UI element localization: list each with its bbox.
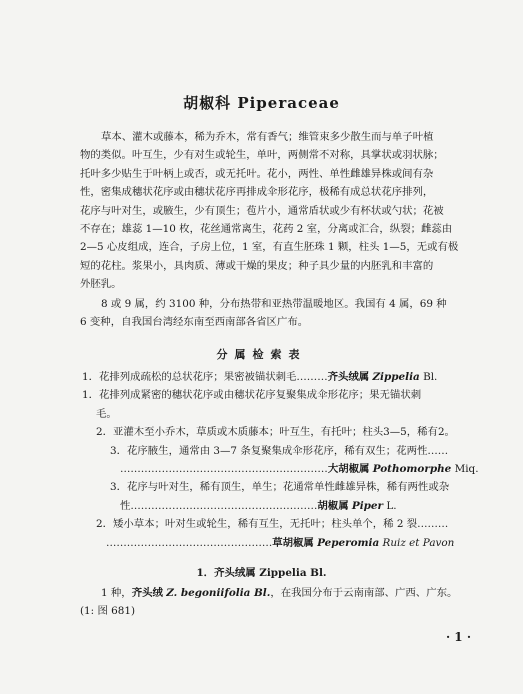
family-description (80, 128, 472, 294)
key-line-1a (82, 368, 474, 386)
species-text: ，在我国分布于云南南部、广西、广东。 (270, 587, 458, 599)
genus-latin: Piper (351, 499, 384, 512)
genus-latin: Peperomia (317, 536, 380, 549)
page-number: · 1 · (445, 630, 471, 644)
description-line: 花序与叶对生，或腋生，少有顶生；苞片小，通常盾状或少有杯状或勺状；花被 (80, 204, 444, 217)
species-entry (80, 584, 472, 621)
genus-authority: Bl. (423, 371, 438, 383)
genus-name: 胡椒属 (317, 499, 349, 512)
distribution-paragraph (80, 295, 472, 332)
genus-name: 草胡椒属 (272, 536, 314, 549)
genus-key (82, 368, 479, 552)
species-text: 1 种， (101, 587, 132, 599)
genus-authority: Ruiz et Pavon (382, 536, 455, 549)
key-title: 分属检索表 (216, 348, 307, 361)
description-line: 短的花柱。浆果小，具肉质、薄或干燥的果皮；种子具少量的内胚乳和丰富的 (80, 259, 434, 272)
family-title: 胡椒科 Piperaceae (183, 94, 340, 112)
genus-authority: L. (386, 499, 397, 512)
description-line: 性，密集成穗状花序或由穗状花序再排成伞形花序，极稀有成总状花序排列， (80, 186, 434, 199)
species-name: 齐头绒 (131, 587, 163, 599)
genus-latin: Zippelia (372, 371, 420, 383)
description-line: 2—5 心皮组成，连合，子房上位，1 室，有直生胚珠 1 颗，柱头 1—5，无或有极 (80, 241, 459, 254)
key-line-1b: 1．花排列成紧密的穗状花序或由穗状花序复聚集成伞形花序；果无锚状刺 (82, 389, 422, 402)
distribution-line: 8 或 9 属，约 3100 种，分布热带和亚热带温暖地区。我国有 4 属，69 种 (101, 298, 447, 310)
genus-latin: Pothomorphe (372, 463, 452, 476)
description-line: 不存在；雄蕊 1—10 枚，花丝通常离生，花药 2 室，分离或汇合，纵裂；雌蕊由 (80, 223, 453, 236)
distribution-line: 6 变种，自我国台湾经东南至西南部各省区广布。 (80, 316, 309, 329)
key-line-1b-cont: 毛。 (96, 407, 117, 420)
key-text: 性……………………………………………… (120, 499, 318, 512)
description-line: 物的类似。叶互生，少有对生或轮生，单叶，两侧常不对称，具掌状或羽状脉； (80, 149, 444, 162)
leader-dots: ………………………………………… (106, 536, 273, 549)
species-latin: Z. begoniifolia Bl. (166, 587, 271, 599)
key-line-3b: 3．花序与叶对生，稀有顶生，单生；花通常单性雌雄异株，稀有两性或杂 (110, 481, 450, 494)
species-line (80, 584, 472, 602)
key-line-3a-cont (82, 460, 479, 478)
key-text: 1．花排列成疏松的总状花序；果密被锚状刺毛……… (82, 371, 328, 383)
key-line-3b-cont (82, 497, 474, 515)
genus-heading: 1．齐头绒属 Zippelia Bl. (196, 567, 327, 579)
genus-authority: Miq. (454, 463, 479, 476)
leader-dots: …………………………………………………… (120, 463, 328, 476)
key-line-2a: 2．亚灌木至小乔木，草质或木质藤本；叶互生，有托叶；柱头3—5，稀有2。 (96, 426, 455, 439)
key-line-2b-cont (82, 534, 474, 552)
genus-name: 大胡椒属 (327, 463, 370, 476)
key-line-2b: 2．矮小草本；叶对生或轮生，稀有互生，无托叶；柱头单个，稀 2 裂……… (96, 518, 449, 531)
key-line-3a: 3．花序腋生，通常由 3—7 条复聚集成伞形花序，稀有双生；花两性…… (110, 444, 449, 457)
description-line: 外胚乳。 (80, 278, 122, 291)
description-line: 草本、灌木或藤本，稀为乔木，常有香气；维管束多少散生而与单子叶植 (101, 131, 434, 143)
plate-reference: (1: 图 681) (80, 605, 136, 618)
genus-name: 齐头绒属 (327, 371, 370, 383)
description-line: 托叶多少贴生于叶柄上或否，或无托叶。花小，两性、单性雌雄异株或间有杂 (80, 167, 434, 180)
